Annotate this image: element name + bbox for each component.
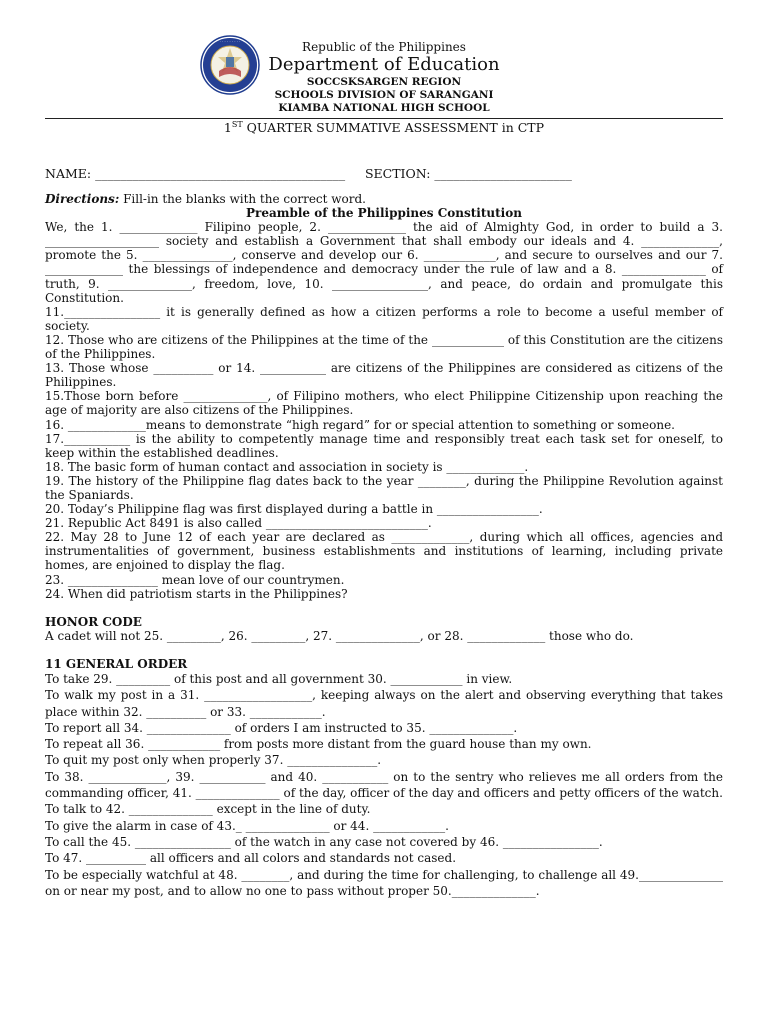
question-item: 23. _______________ mean love of our countrymen. [45,572,345,587]
question-item: 19. The history of the Philippine flag dates back to the year ________, during the Philippine Revolution against the Spaniards. [45,473,723,502]
question-item: 17.___________ is the ability to competently manage time and responsibly treat each task set for oneself, to keep within the established deadlines. [45,431,723,460]
directions-text: Fill-in the blanks with the correct word. [119,192,366,206]
general-order-line: To talk to 42. ______________ except in the line of duty. [45,802,371,817]
general-order-line: To call the 45. ________________ of the watch in any case not covered by 46. ________________. [45,834,603,849]
honor-code-heading: HONOR CODE [45,614,142,629]
general-order-line: To be especially watchful at 48. ________, and during the time for challenging, to challenge all 49.______________ on or near my post, and to allow no one to pass without proper 50.______________. [45,867,723,898]
honor-code-text: A cadet will not 25. _________, 26. _________, 27. ______________, or 28. _____________ those who do. [45,628,634,643]
header-divider [45,118,723,119]
school-line: KIAMBA NATIONAL HIGH SCHOOL [278,102,490,114]
spacer [45,643,723,657]
school-info [0,76,768,115]
general-order-line: To report all 34. ______________ of orders I am instructed to 35. ______________. [45,720,518,735]
department-title: Department of Education [268,54,500,75]
question-item: 24. When did patriotism starts in the Philippines? [45,586,348,601]
worksheet-body [45,192,723,899]
region-line: SOCCSKSARGEN REGION [306,76,462,88]
division-line: SCHOOLS DIVISION OF SARANGANI [274,89,494,101]
question-item: 16. _____________means to demonstrate “high regard” for or special attention to something or someone. [45,417,675,432]
title-text: QUARTER SUMMATIVE ASSESSMENT in CTP [242,120,545,136]
question-item: 15.Those born before ______________, of Filipino mothers, who elect Philippine Citizenship upon reaching the age of majority are also citizens of the Philippines. [45,389,723,418]
general-order-line: To repeat all 36. ____________ from posts more distant from the guard house than my own. [45,737,592,752]
question-item: 13. Those whose __________ or 14. ___________ are citizens of the Philippines are considered as citizens of the Philippines. [45,361,723,390]
general-order-line: To 38. _____________, 39. ___________ and 40. ___________ on to the sentry who relieves me all orders from the commanding officer, 41. ______________ of the day, officer of the day and officers and petty officers of the watch. [45,769,723,801]
question-item: 11.________________ it is generally defined as how a citizen performs a role to become a useful member of society. [45,304,723,333]
general-order-line: To 47. __________ all officers and all colors and standards not cased. [45,851,457,866]
name-section-line[interactable]: NAME: ________________________________________ SECTION: ______________________ [45,166,572,181]
svg-text:· · · · · · · · ·: · · · · · · · · · [219,39,241,44]
question-item: 12. Those who are citizens of the Philippines at the time of the ____________ of this Constitution are the citizens of the Philippines. [45,332,723,362]
directions-label: Directions: [45,192,120,206]
general-order-heading: 11 GENERAL ORDER [45,656,188,671]
general-order-line: To quit my post only when properly 37. _______________. [45,753,382,768]
republic-line: Republic of the Philippines [302,40,466,54]
title-number: 1 [223,120,232,136]
question-item: 18. The basic form of human contact and association in society is _____________. [45,459,529,474]
general-order-line: To give the alarm in case of 43._ ______________ or 44. ____________. [45,818,449,833]
preamble-text: We, the 1. _____________ Filipino people, 2. _____________ the aid of Almighty God, in order to build a 3. ___________________ society and establish a Government that shall embody our ideals and 4. _____________, promote the 5. _______________, conserve and develop our 6. ____________, and secure to ourselves and our 7. _____________ the blessings of independence and democracy under the rule of law and a 8. ______________ of truth, 9. ______________, freedom, love, 10. ________________, and peace, do ordain and promulgate this Constitution. [45,220,723,305]
directions [45,192,723,206]
title-superscript: ST [231,120,243,129]
general-order-line: To walk my post in a 31. __________________, keeping always on the alert and observing everything that takes place within 32. __________ or 33. ____________. [45,688,723,719]
spacer [45,601,723,615]
assessment-title [0,120,768,135]
general-order-line: To take 29. _________ of this post and all government 30. ____________ in view. [45,672,513,686]
general-order-list [45,671,723,899]
question-item: 21. Republic Act 8491 is also called ___________________________. [45,516,432,531]
question-item: 20. Today’s Philippine flag was first displayed during a battle in _________________. [45,502,543,517]
preamble-title: Preamble of the Philippines Constitution [246,206,522,221]
question-item: 22. May 28 to June 12 of each year are declared as _____________, during which all offices, agencies and instrumentalities of government, business establishments and institutions of learning, including private homes, are enjoined to display the flag. [45,530,723,573]
